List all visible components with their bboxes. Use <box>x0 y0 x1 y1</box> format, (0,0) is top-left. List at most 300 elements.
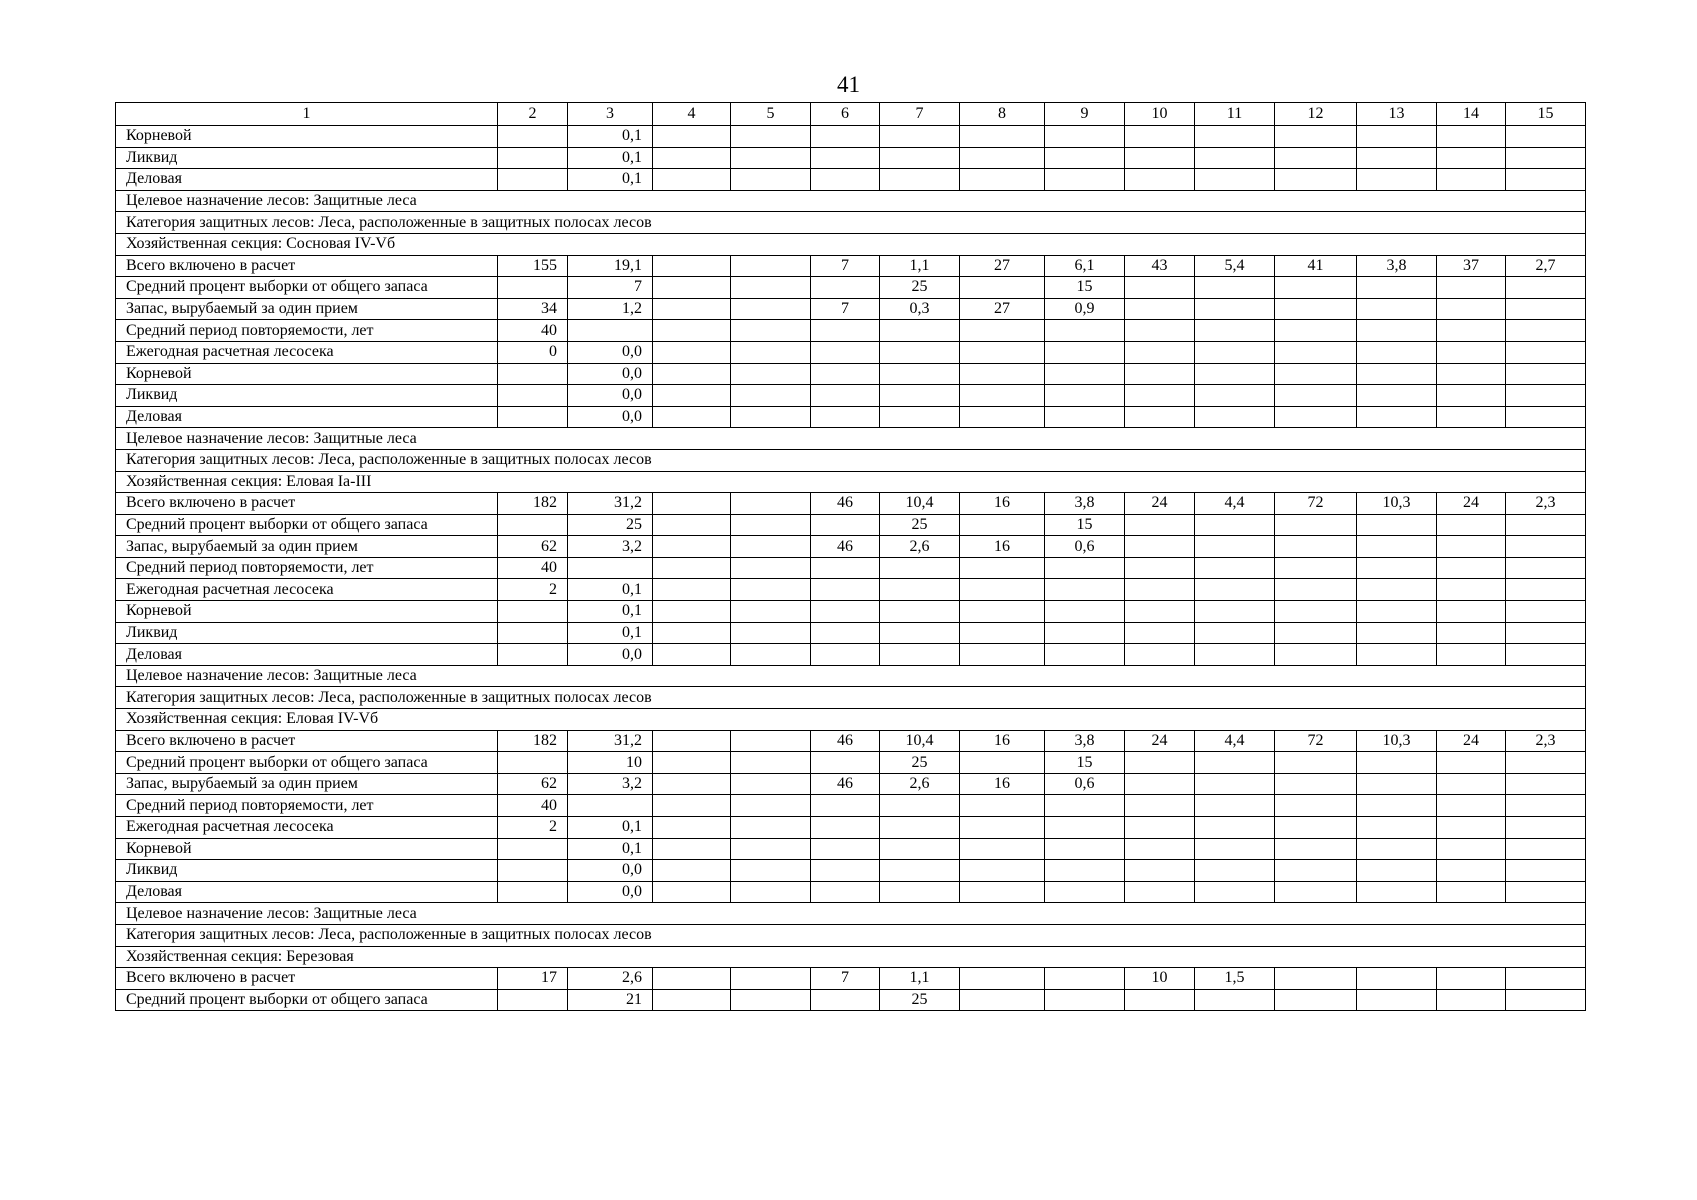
table-cell <box>1437 147 1506 169</box>
section-row <box>116 709 1586 731</box>
column-header-9: 9 <box>1045 103 1125 126</box>
table-cell: 34 <box>498 298 568 320</box>
table-cell <box>811 622 880 644</box>
table-cell <box>731 255 811 277</box>
row-label: Деловая <box>116 406 498 428</box>
table-row <box>116 385 1586 407</box>
table-cell <box>811 795 880 817</box>
column-header-6: 6 <box>811 103 880 126</box>
table-cell <box>960 169 1045 191</box>
table-cell <box>1437 298 1506 320</box>
table-cell <box>1125 126 1195 148</box>
table-cell <box>1125 277 1195 299</box>
table-cell: 40 <box>498 557 568 579</box>
table-row <box>116 795 1586 817</box>
table-cell: 15 <box>1045 752 1125 774</box>
table-cell: 0,1 <box>568 169 653 191</box>
table-row <box>116 838 1586 860</box>
table-row <box>116 493 1586 515</box>
table-cell <box>1357 557 1437 579</box>
table-cell <box>1506 320 1586 342</box>
table-cell <box>811 579 880 601</box>
table-cell <box>1045 838 1125 860</box>
table-cell <box>1195 536 1275 558</box>
table-cell <box>1357 968 1437 990</box>
table-cell <box>1506 385 1586 407</box>
table-cell <box>498 277 568 299</box>
table-cell: 0,1 <box>568 817 653 839</box>
table-cell <box>731 601 811 623</box>
table-cell <box>498 601 568 623</box>
table-cell: 2 <box>498 817 568 839</box>
table-cell: 0,1 <box>568 579 653 601</box>
table-cell <box>1195 838 1275 860</box>
table-cell <box>731 817 811 839</box>
table-cell <box>811 406 880 428</box>
table-cell <box>1275 147 1357 169</box>
section-label: Целевое назначение лесов: Защитные леса <box>116 665 1586 687</box>
row-label: Средний процент выборки от общего запаса <box>116 989 498 1011</box>
table-cell <box>653 838 731 860</box>
table-cell <box>1045 644 1125 666</box>
table-cell <box>731 385 811 407</box>
table-cell <box>1195 579 1275 601</box>
table-cell <box>1506 968 1586 990</box>
table-cell <box>960 601 1045 623</box>
table-cell <box>1506 622 1586 644</box>
column-header-14: 14 <box>1437 103 1506 126</box>
table-cell <box>880 126 960 148</box>
table-cell <box>1437 881 1506 903</box>
row-label: Средний процент выборки от общего запаса <box>116 514 498 536</box>
table-cell: 72 <box>1275 730 1357 752</box>
column-header-4: 4 <box>653 103 731 126</box>
table-cell <box>1045 320 1125 342</box>
table-cell <box>1357 277 1437 299</box>
table-cell <box>880 838 960 860</box>
table-cell <box>1195 752 1275 774</box>
row-label: Ежегодная расчетная лесосека <box>116 817 498 839</box>
table-cell <box>731 514 811 536</box>
table-cell <box>1506 514 1586 536</box>
table-cell <box>568 557 653 579</box>
column-header-5: 5 <box>731 103 811 126</box>
table-cell: 2,6 <box>880 536 960 558</box>
table-cell <box>731 838 811 860</box>
section-row <box>116 946 1586 968</box>
table-cell <box>1045 579 1125 601</box>
table-row <box>116 752 1586 774</box>
row-label: Средний период повторяемости, лет <box>116 320 498 342</box>
table-cell <box>731 320 811 342</box>
table-cell <box>1125 860 1195 882</box>
table-cell <box>1506 406 1586 428</box>
table-cell <box>811 385 880 407</box>
table-cell: 16 <box>960 536 1045 558</box>
section-label: Хозяйственная секция: Березовая <box>116 946 1586 968</box>
table-cell <box>498 838 568 860</box>
table-cell <box>1275 838 1357 860</box>
table-cell <box>653 406 731 428</box>
table-cell <box>1045 557 1125 579</box>
table-cell <box>1125 514 1195 536</box>
table-cell <box>731 860 811 882</box>
table-cell <box>1045 341 1125 363</box>
table-cell: 0,3 <box>880 298 960 320</box>
section-label: Целевое назначение лесов: Защитные леса <box>116 428 1586 450</box>
table-cell <box>1506 752 1586 774</box>
table-cell <box>1437 169 1506 191</box>
table-cell <box>1357 341 1437 363</box>
table-cell <box>960 968 1045 990</box>
table-cell <box>498 989 568 1011</box>
table-cell <box>1357 147 1437 169</box>
table-cell <box>568 320 653 342</box>
table-cell <box>1195 277 1275 299</box>
table-cell: 10,3 <box>1357 730 1437 752</box>
table-cell: 24 <box>1125 730 1195 752</box>
table-cell <box>498 860 568 882</box>
table-cell <box>960 795 1045 817</box>
table-cell <box>811 881 880 903</box>
section-row <box>116 428 1586 450</box>
table-row <box>116 320 1586 342</box>
section-label: Категория защитных лесов: Леса, расположенные в защитных полосах лесов <box>116 687 1586 709</box>
table-cell: 4,4 <box>1195 730 1275 752</box>
table-cell <box>1125 169 1195 191</box>
table-cell <box>880 147 960 169</box>
table-cell <box>960 579 1045 601</box>
table-cell <box>653 557 731 579</box>
table-cell: 2 <box>498 579 568 601</box>
table-cell <box>811 644 880 666</box>
table-cell: 10,4 <box>880 493 960 515</box>
table-cell <box>1125 881 1195 903</box>
table-cell <box>1195 169 1275 191</box>
row-label: Средний период повторяемости, лет <box>116 795 498 817</box>
table-cell <box>653 255 731 277</box>
row-label: Запас, вырубаемый за один прием <box>116 773 498 795</box>
table-cell <box>1357 385 1437 407</box>
table-cell <box>1437 644 1506 666</box>
table-cell: 21 <box>568 989 653 1011</box>
table-cell: 1,1 <box>880 968 960 990</box>
table-cell <box>1125 644 1195 666</box>
table-cell <box>1275 860 1357 882</box>
table-cell <box>653 514 731 536</box>
table-cell <box>1275 406 1357 428</box>
column-header-8: 8 <box>960 103 1045 126</box>
table-cell <box>1506 579 1586 601</box>
table-cell <box>1437 601 1506 623</box>
table-cell <box>1195 860 1275 882</box>
row-label: Деловая <box>116 881 498 903</box>
table-cell <box>960 557 1045 579</box>
table-cell <box>1437 277 1506 299</box>
column-header-2: 2 <box>498 103 568 126</box>
table-cell <box>1275 968 1357 990</box>
table-cell: 2,6 <box>568 968 653 990</box>
table-cell <box>1506 773 1586 795</box>
table-row <box>116 298 1586 320</box>
table-cell <box>1045 363 1125 385</box>
table-cell <box>1506 838 1586 860</box>
section-label: Хозяйственная секция: Еловая IV-Vб <box>116 709 1586 731</box>
table-cell: 7 <box>811 255 880 277</box>
table-cell <box>1125 752 1195 774</box>
table-cell <box>880 881 960 903</box>
section-row <box>116 190 1586 212</box>
table-cell <box>1195 341 1275 363</box>
table-cell: 25 <box>880 514 960 536</box>
row-label: Ликвид <box>116 147 498 169</box>
table-row <box>116 126 1586 148</box>
table-cell <box>1125 557 1195 579</box>
section-label: Категория защитных лесов: Леса, расположенные в защитных полосах лесов <box>116 212 1586 234</box>
table-cell <box>1437 579 1506 601</box>
table-cell <box>1275 536 1357 558</box>
table-row <box>116 169 1586 191</box>
row-label: Ликвид <box>116 622 498 644</box>
table-cell: 0,0 <box>568 385 653 407</box>
table-cell: 155 <box>498 255 568 277</box>
table-cell: 40 <box>498 795 568 817</box>
table-cell: 17 <box>498 968 568 990</box>
table-cell <box>960 363 1045 385</box>
table-cell <box>1125 320 1195 342</box>
table-cell <box>811 277 880 299</box>
table-cell <box>811 320 880 342</box>
row-label: Запас, вырубаемый за один прием <box>116 536 498 558</box>
table-cell <box>1275 363 1357 385</box>
table-cell <box>1195 773 1275 795</box>
table-row <box>116 579 1586 601</box>
table-cell <box>653 644 731 666</box>
table-row <box>116 601 1586 623</box>
table-cell <box>1275 169 1357 191</box>
table-cell <box>1357 838 1437 860</box>
table-cell <box>960 881 1045 903</box>
table-cell: 0,0 <box>568 363 653 385</box>
table-cell: 46 <box>811 773 880 795</box>
table-cell: 2,3 <box>1506 730 1586 752</box>
table-cell: 0,1 <box>568 147 653 169</box>
table-cell <box>1357 817 1437 839</box>
table-cell <box>1195 601 1275 623</box>
table-cell <box>1357 320 1437 342</box>
table-cell <box>498 385 568 407</box>
table-cell: 0,0 <box>568 644 653 666</box>
table-cell <box>1275 601 1357 623</box>
table-cell <box>731 169 811 191</box>
row-label: Корневой <box>116 601 498 623</box>
table-cell <box>1275 817 1357 839</box>
header-row <box>116 103 1586 126</box>
table-row <box>116 968 1586 990</box>
table-cell <box>653 169 731 191</box>
table-cell <box>960 752 1045 774</box>
table-cell <box>1275 514 1357 536</box>
table-cell <box>1195 817 1275 839</box>
table-row <box>116 514 1586 536</box>
table-cell <box>1125 601 1195 623</box>
table-cell <box>960 989 1045 1011</box>
table-row <box>116 773 1586 795</box>
table-cell <box>1357 622 1437 644</box>
table-cell <box>960 838 1045 860</box>
table-cell <box>811 752 880 774</box>
table-cell: 0,0 <box>568 341 653 363</box>
column-header-3: 3 <box>568 103 653 126</box>
table-cell <box>1195 514 1275 536</box>
table-cell <box>1125 817 1195 839</box>
table-cell: 46 <box>811 493 880 515</box>
table-cell <box>880 341 960 363</box>
table-cell <box>880 860 960 882</box>
table-cell <box>1506 881 1586 903</box>
table-cell: 2,3 <box>1506 493 1586 515</box>
table-cell <box>1437 968 1506 990</box>
table-cell <box>731 341 811 363</box>
table-cell <box>1357 860 1437 882</box>
row-label: Всего включено в расчет <box>116 730 498 752</box>
row-label: Ежегодная расчетная лесосека <box>116 341 498 363</box>
table-cell <box>498 622 568 644</box>
table-cell <box>1506 147 1586 169</box>
table-cell <box>1045 881 1125 903</box>
table-cell <box>1275 752 1357 774</box>
table-cell <box>960 514 1045 536</box>
table-cell <box>960 385 1045 407</box>
table-row <box>116 147 1586 169</box>
table-row <box>116 277 1586 299</box>
table-row <box>116 557 1586 579</box>
table-header <box>116 103 1586 126</box>
table-cell <box>1506 363 1586 385</box>
row-label: Всего включено в расчет <box>116 968 498 990</box>
table-cell <box>960 622 1045 644</box>
table-cell: 10 <box>1125 968 1195 990</box>
table-cell <box>880 644 960 666</box>
table-cell: 31,2 <box>568 493 653 515</box>
table-cell <box>960 817 1045 839</box>
table-cell: 43 <box>1125 255 1195 277</box>
table-cell <box>1045 989 1125 1011</box>
table-cell <box>1045 126 1125 148</box>
table-cell <box>1275 298 1357 320</box>
row-label: Средний период повторяемости, лет <box>116 557 498 579</box>
table-cell <box>1125 838 1195 860</box>
table-cell <box>1125 341 1195 363</box>
table-cell <box>1357 773 1437 795</box>
table-cell <box>1506 557 1586 579</box>
table-cell <box>880 579 960 601</box>
table-cell <box>1275 644 1357 666</box>
table-cell <box>1506 536 1586 558</box>
table-cell <box>1195 363 1275 385</box>
table-cell <box>498 126 568 148</box>
table-cell: 37 <box>1437 255 1506 277</box>
table-cell: 0,0 <box>568 860 653 882</box>
table-cell <box>880 795 960 817</box>
table-cell <box>731 126 811 148</box>
table-cell <box>731 795 811 817</box>
table-cell <box>1357 795 1437 817</box>
row-label: Запас, вырубаемый за один прием <box>116 298 498 320</box>
table-cell <box>1045 817 1125 839</box>
table-cell <box>1357 644 1437 666</box>
table-cell <box>1506 860 1586 882</box>
table-cell <box>731 968 811 990</box>
table-cell <box>653 385 731 407</box>
table-cell: 0,1 <box>568 838 653 860</box>
table-cell <box>1437 622 1506 644</box>
table-cell <box>1275 385 1357 407</box>
section-row <box>116 924 1586 946</box>
row-label: Деловая <box>116 644 498 666</box>
table-cell: 24 <box>1437 730 1506 752</box>
table-cell: 16 <box>960 773 1045 795</box>
table-cell: 2,6 <box>880 773 960 795</box>
table-cell <box>960 341 1045 363</box>
table-cell <box>880 169 960 191</box>
row-label: Деловая <box>116 169 498 191</box>
table-cell <box>1506 817 1586 839</box>
section-row <box>116 233 1586 255</box>
table-cell: 41 <box>1275 255 1357 277</box>
table-cell <box>653 860 731 882</box>
table-cell <box>653 320 731 342</box>
table-cell <box>811 514 880 536</box>
table-cell: 0,9 <box>1045 298 1125 320</box>
table-cell <box>1357 514 1437 536</box>
table-cell <box>1357 601 1437 623</box>
section-label: Целевое назначение лесов: Защитные леса <box>116 903 1586 925</box>
table-cell <box>731 493 811 515</box>
table-cell: 27 <box>960 255 1045 277</box>
table-cell <box>1357 169 1437 191</box>
table-cell <box>1357 126 1437 148</box>
table-cell <box>1195 557 1275 579</box>
table-cell <box>960 406 1045 428</box>
table-cell <box>1195 881 1275 903</box>
table-cell <box>731 579 811 601</box>
table-cell <box>1045 169 1125 191</box>
section-label: Целевое назначение лесов: Защитные леса <box>116 190 1586 212</box>
table-cell <box>1437 363 1506 385</box>
table-cell <box>653 968 731 990</box>
table-cell <box>1195 147 1275 169</box>
table-cell: 62 <box>498 536 568 558</box>
table-cell <box>1125 989 1195 1011</box>
table-cell <box>1195 795 1275 817</box>
table-cell: 15 <box>1045 277 1125 299</box>
row-label: Ликвид <box>116 385 498 407</box>
section-row <box>116 449 1586 471</box>
table-cell <box>1437 989 1506 1011</box>
table-cell <box>880 817 960 839</box>
row-label: Всего включено в расчет <box>116 493 498 515</box>
table-cell <box>498 406 568 428</box>
table-cell: 3,2 <box>568 536 653 558</box>
table-cell <box>811 838 880 860</box>
table-cell <box>1357 752 1437 774</box>
table-cell <box>498 363 568 385</box>
table-cell: 46 <box>811 730 880 752</box>
table-cell <box>1045 622 1125 644</box>
table-cell: 3,8 <box>1045 493 1125 515</box>
table-cell <box>1125 795 1195 817</box>
